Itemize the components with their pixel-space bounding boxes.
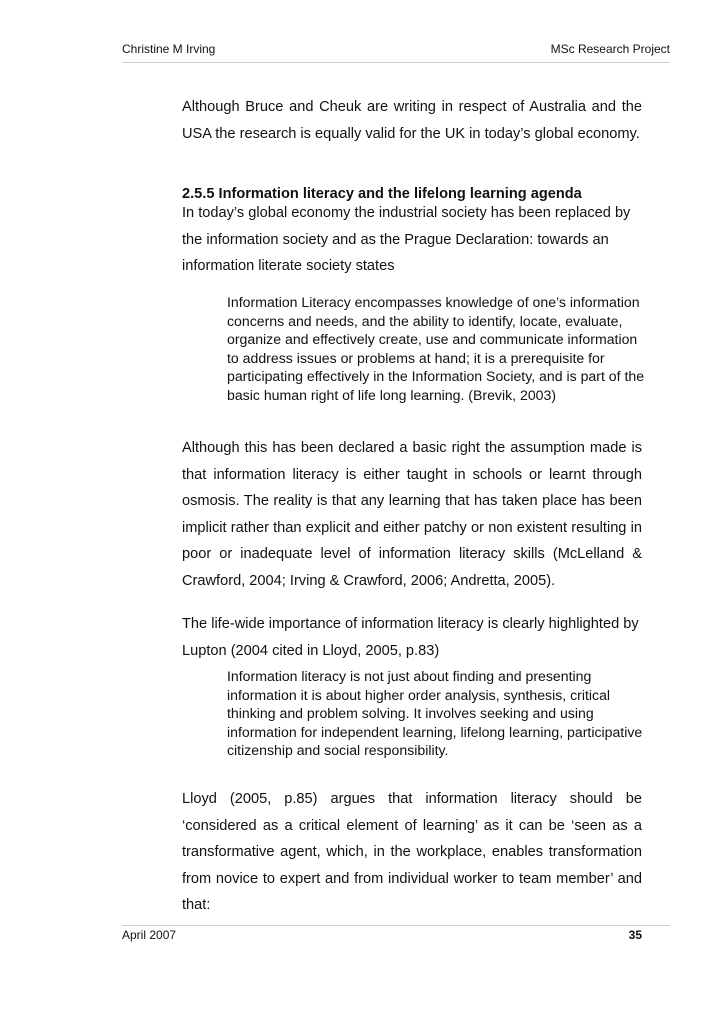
footer-rule [122, 925, 670, 926]
paragraph-intro: Although Bruce and Cheuk are writing in respect of Australia and the USA the research is equally valid for the UK in today’s global economy. [182, 99, 642, 142]
section-heading: 2.5.5 Information literacy and the lifelong learning agenda [182, 186, 582, 202]
page-footer [122, 928, 642, 946]
header-project: MSc Research Project [550, 42, 670, 56]
paragraph-basic-right: Although this has been declared a basic right the assumption made is that information literacy is either taught in schools or learnt through osmosis. The reality is that any learning that has taken place has been implicit rather than explicit and either patchy or non existent resulting in poor or inadequate level of information literacy skills (McLelland & Crawford, 2004; Irving & Crawford, 2006; Andretta, 2005). [182, 440, 642, 589]
header-author: Christine M Irving [122, 42, 216, 56]
page-number: 35 [628, 928, 642, 942]
page-header [122, 42, 670, 60]
paragraph-life-wide: The life-wide importance of information literacy is clearly highlighted by Lupton (2004 cited in Lloyd, 2005, p.83) [182, 616, 639, 659]
paragraph-prague-declaration: In today’s global economy the industrial society has been replaced by the information society and as the Prague Declaration: towards an information literate society states [182, 205, 631, 274]
block-quote-lupton: Information literacy is not just about finding and presenting information it is about higher order analysis, synthesis, critical thinking and problem solving. It involves seeking and using information for independent learning, lifelong learning, participative citizenship and social responsibility. [227, 668, 643, 758]
footer-date: April 2007 [122, 928, 177, 942]
paragraph-lloyd: Lloyd (2005, p.85) argues that information literacy should be ‘considered as a critical element of learning’ as it can be ‘seen as a transformative agent, which, in the workplace, enables transformation from novice to expert and from individual worker to team member’ and that: [182, 791, 642, 913]
block-quote-brevik: Information Literacy encompasses knowledge of one’s information concerns and needs, and the ability to identify, locate, evaluate, organize and effectively create, use and communicate information to address issues or problems at hand; it is a prerequisite for participating effectively in the Information Society, and is part of the basic human right of life long learning. (Brevik, 2003) [227, 294, 645, 403]
header-rule [122, 62, 670, 63]
